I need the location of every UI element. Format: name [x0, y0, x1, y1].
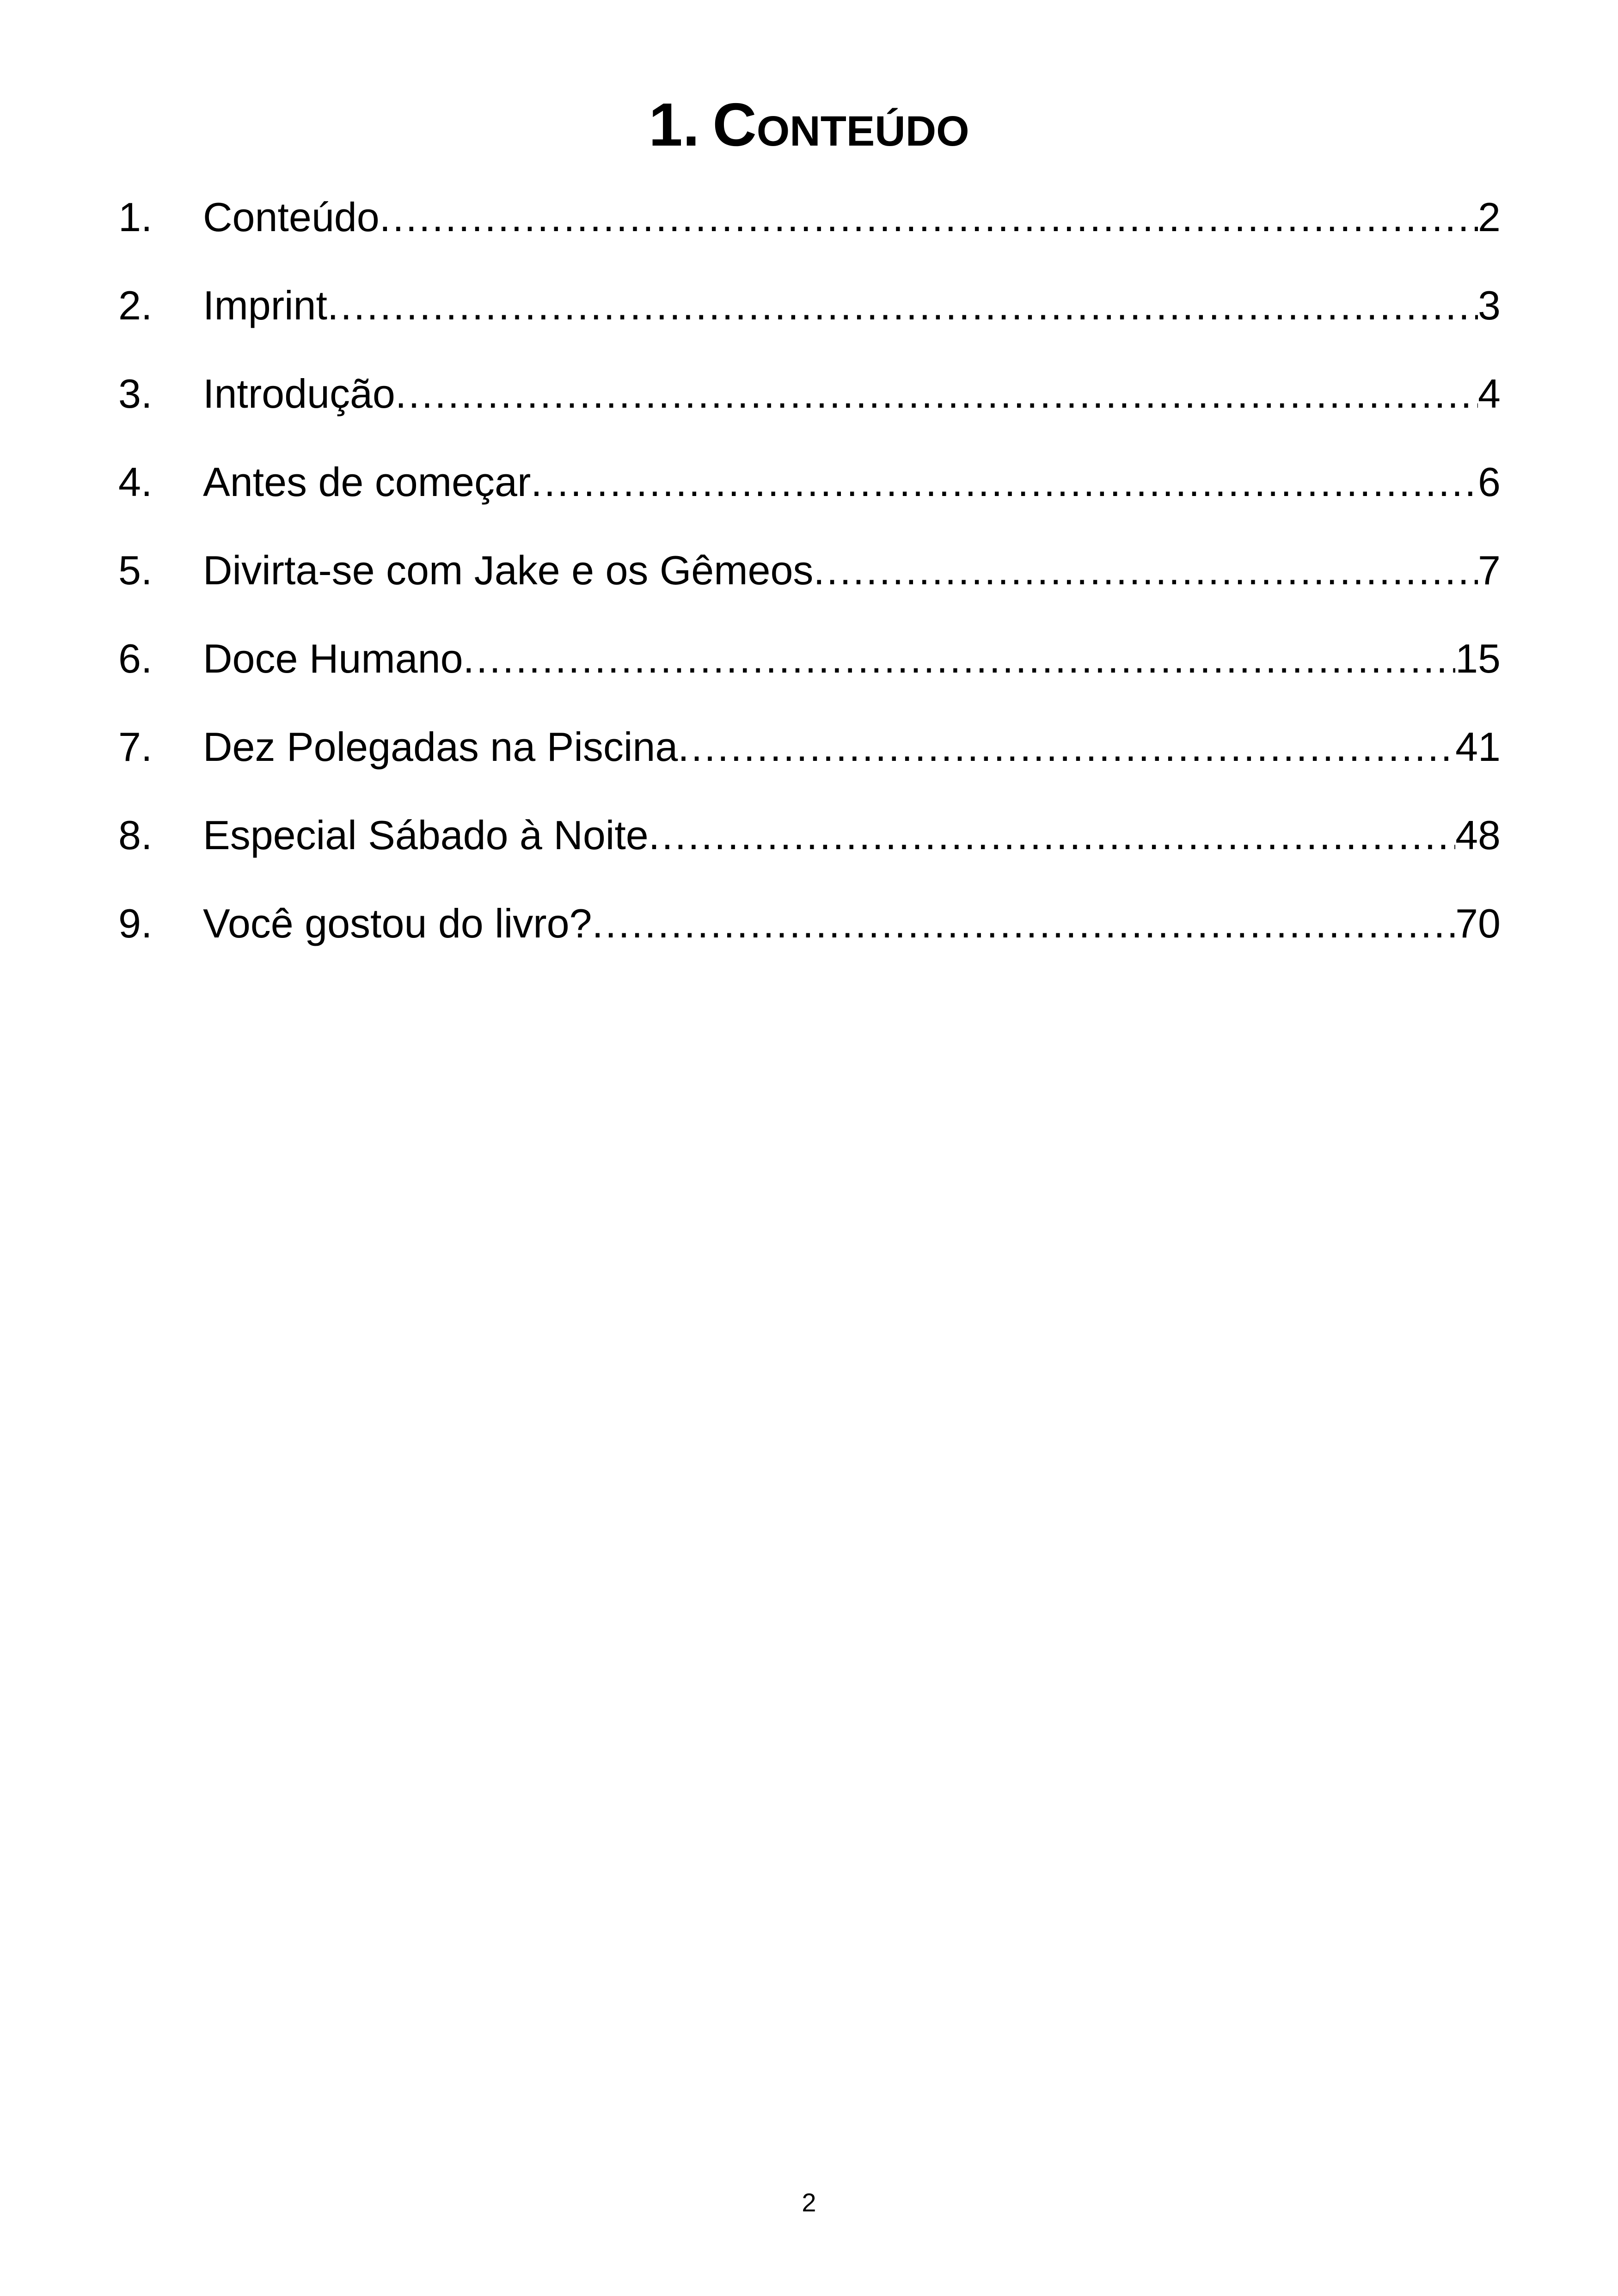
toc-entry-number: 6.: [118, 636, 153, 681]
toc-entry[interactable]: [118, 361, 1501, 450]
page-heading: [0, 81, 1618, 169]
toc-dot-leader: [678, 715, 1455, 779]
toc-entry-number: 9.: [118, 900, 153, 946]
toc-entry[interactable]: [118, 891, 1501, 980]
heading-title: Conteúdo: [712, 91, 969, 159]
toc-entry[interactable]: [118, 185, 1501, 273]
toc-entry-title: Dez Polegadas na Piscina: [203, 724, 678, 770]
toc-entry-title: Antes de começar: [203, 459, 531, 505]
toc-entry-number: 1.: [118, 194, 153, 240]
toc-entry-page: 3: [1478, 282, 1501, 328]
toc-entry-number: 5.: [118, 547, 153, 593]
toc-dot-leader: [813, 538, 1478, 603]
toc-entry-number: 7.: [118, 724, 153, 770]
toc-entry-page: 4: [1478, 371, 1501, 416]
toc-dot-leader: [327, 273, 1478, 338]
toc-entry-title: Conteúdo: [203, 194, 380, 240]
toc-entry-title: Divirta-se com Jake e os Gêmeos: [203, 547, 814, 593]
toc-entry-page: 6: [1478, 459, 1501, 505]
heading-number: 1.: [649, 91, 700, 159]
page-number: 2: [802, 2188, 816, 2217]
toc-entry-title: Introdução: [203, 371, 395, 416]
toc-entry-title: Doce Humano: [203, 636, 463, 681]
toc-entry-number: 8.: [118, 812, 153, 858]
toc-entry-title: Imprint: [203, 282, 327, 328]
toc-entry-page: 15: [1455, 636, 1501, 681]
toc-dot-leader: [463, 626, 1456, 691]
toc-dot-leader: [592, 891, 1455, 956]
toc-dot-leader: [380, 185, 1478, 250]
toc-entry-page: 2: [1478, 194, 1501, 240]
toc-entry-page: 7: [1478, 547, 1501, 593]
toc-entry[interactable]: [118, 538, 1501, 626]
toc-entry[interactable]: [118, 626, 1501, 715]
toc-entry-number: 3.: [118, 371, 153, 416]
toc-entry-title: Você gostou do livro?: [203, 900, 592, 946]
toc-entry-title: Especial Sábado à Noite: [203, 812, 649, 858]
toc-entry[interactable]: [118, 715, 1501, 803]
toc-entry-number: 4.: [118, 459, 153, 505]
toc-entry-page: 70: [1455, 900, 1501, 946]
toc-entry-page: 48: [1455, 812, 1501, 858]
toc-dot-leader: [531, 450, 1478, 514]
toc-dot-leader: [395, 361, 1478, 426]
toc-entry[interactable]: [118, 803, 1501, 891]
toc-entry[interactable]: [118, 273, 1501, 361]
table-of-contents: [118, 185, 1501, 980]
toc-entry-number: 2.: [118, 282, 153, 328]
toc-dot-leader: [649, 803, 1455, 868]
toc-entry-page: 41: [1455, 724, 1501, 770]
toc-entry[interactable]: [118, 450, 1501, 538]
